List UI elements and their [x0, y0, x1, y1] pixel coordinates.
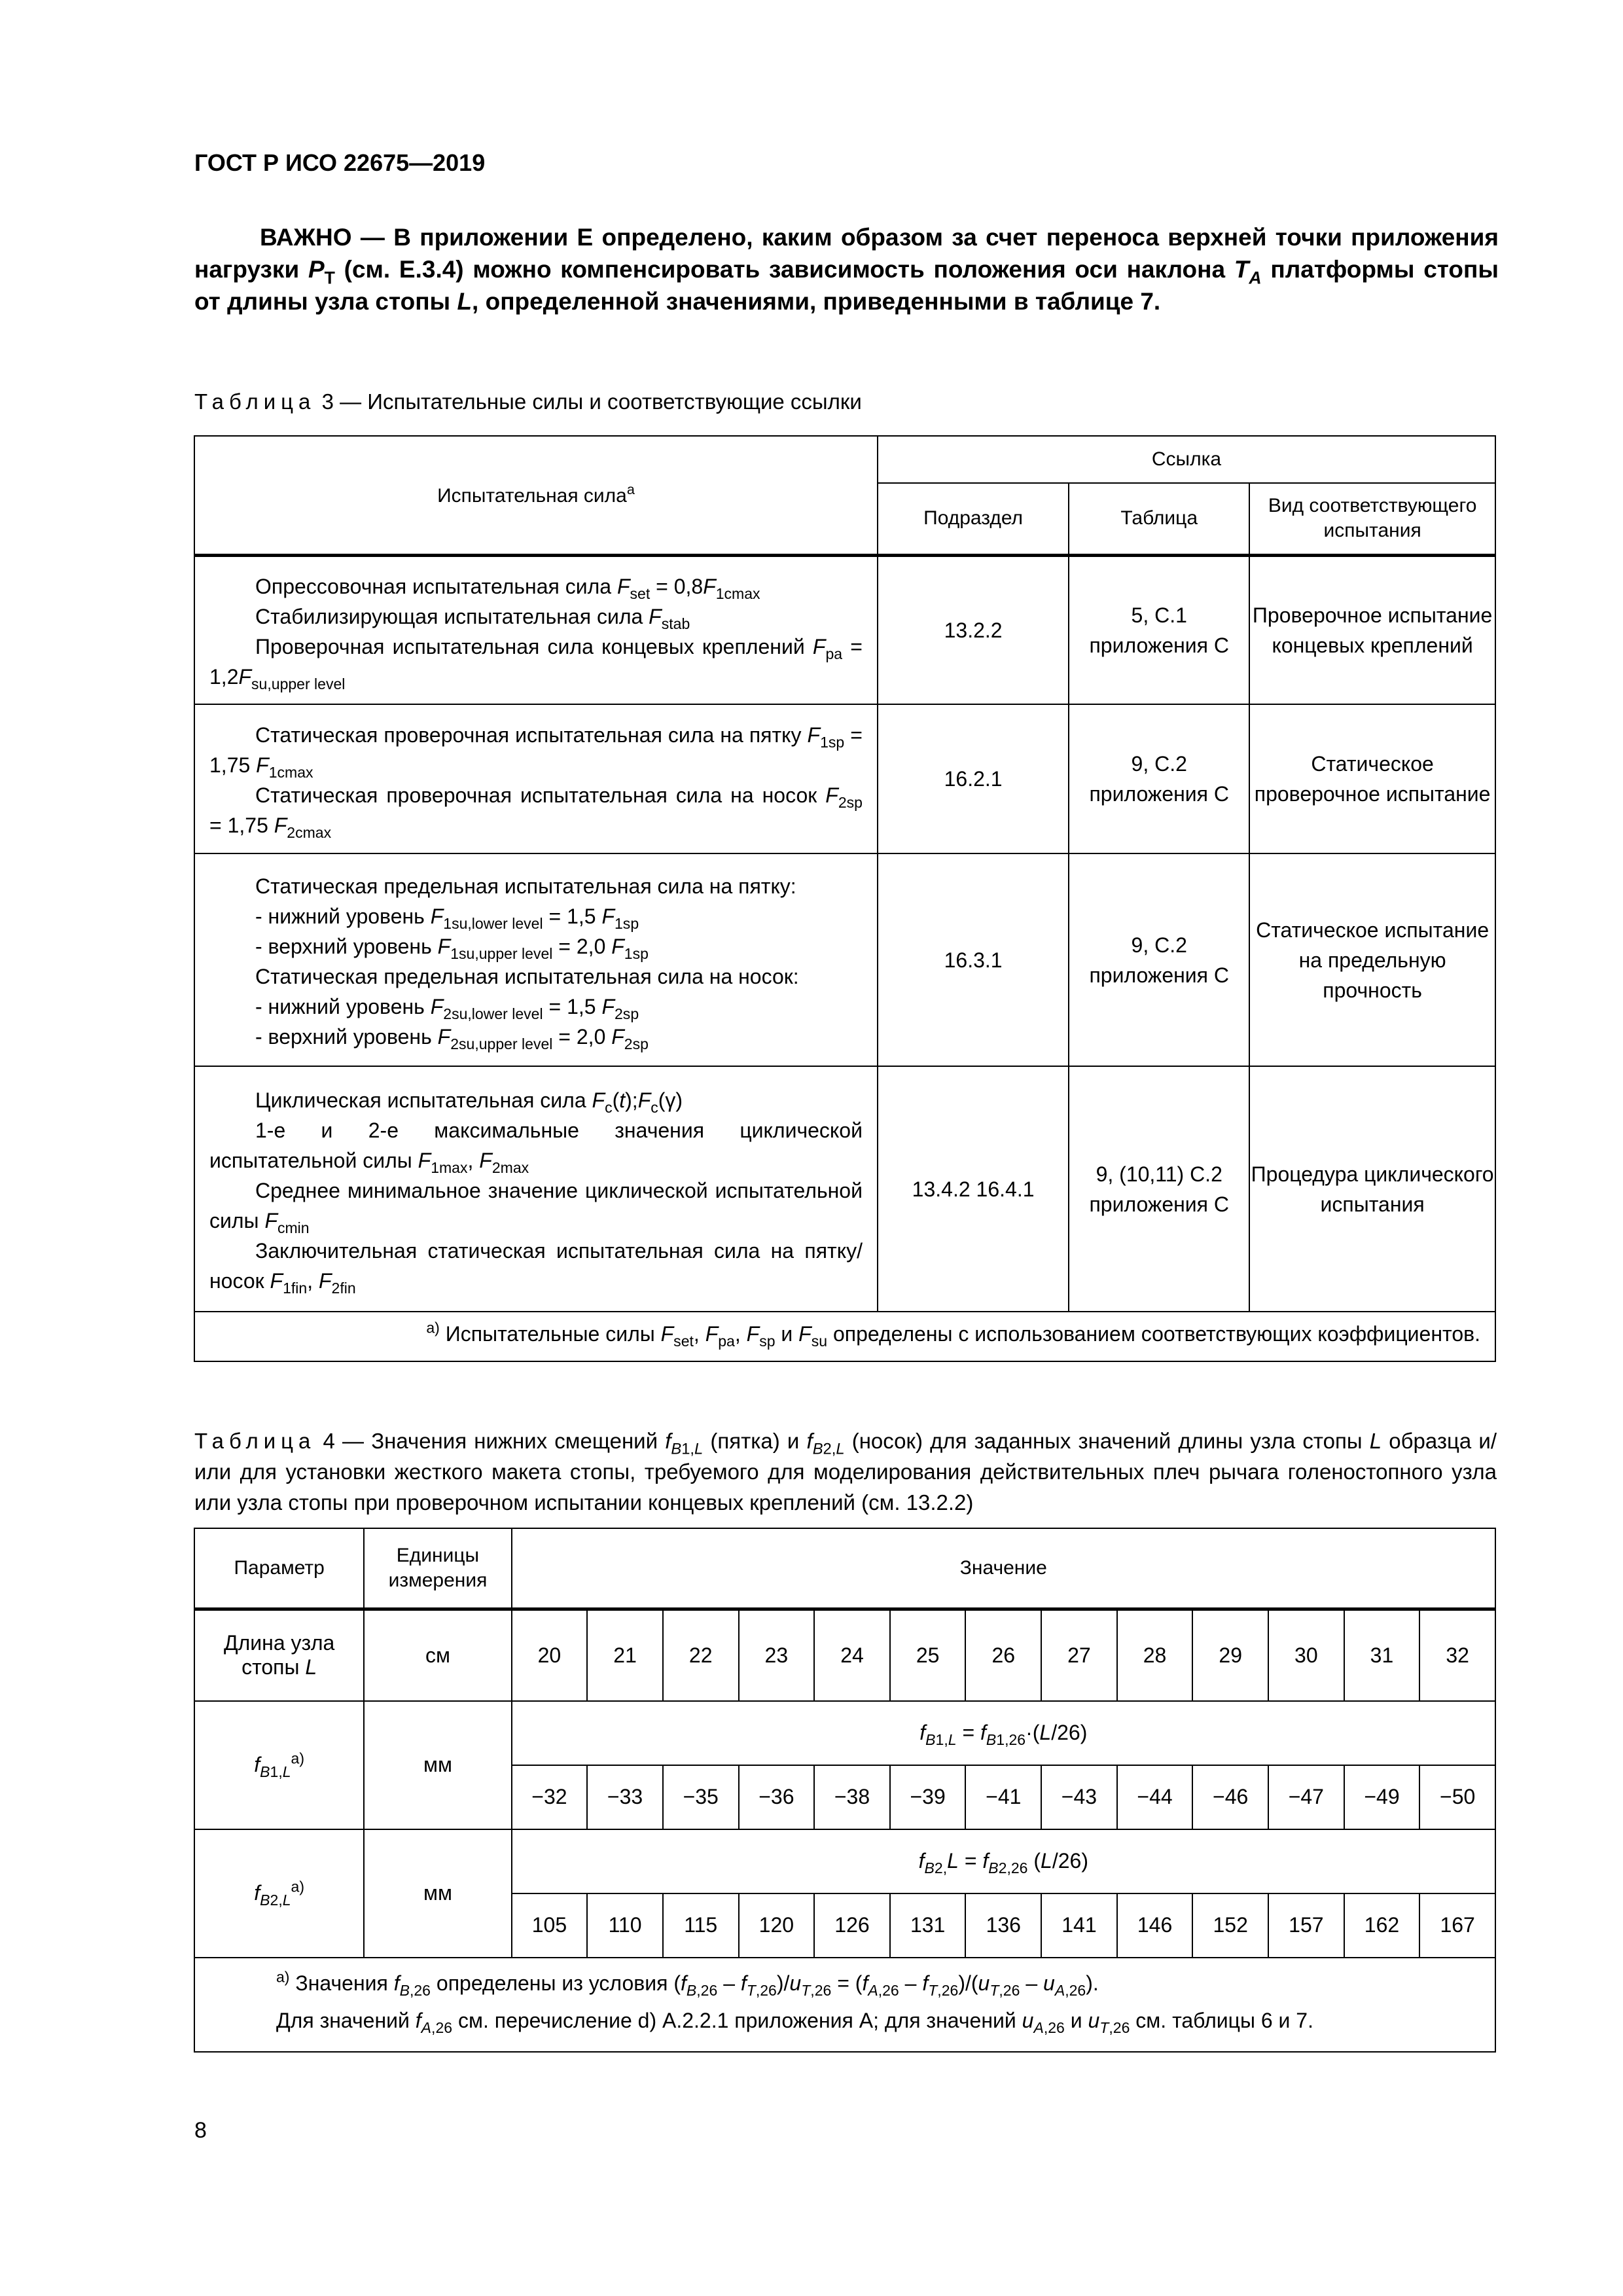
document-header: ГОСТ Р ИСО 22675—2019	[194, 149, 486, 176]
t3-row4-subsection: 13.4.2 16.4.1	[878, 1066, 1069, 1312]
t3-row2-table: 9, C.2 приложения C	[1069, 704, 1249, 853]
fb1-value-cell: −36	[739, 1765, 815, 1829]
fb2-value-cell: 146	[1117, 1893, 1193, 1958]
t4-length-label: Длина узла стопы L	[194, 1609, 364, 1701]
table4	[194, 1528, 1496, 2053]
t3-row1-subsection: 13.2.2	[878, 555, 1069, 704]
fb2-value-cell: 152	[1192, 1893, 1268, 1958]
table-row	[194, 704, 1495, 853]
fb2-value-cell: 120	[739, 1893, 815, 1958]
fb2-value-cell: 105	[512, 1893, 588, 1958]
t4-fb1-formula: $f_{B1,L} = f_{B1,26}\cdot(L/26)$	[512, 1701, 1495, 1765]
fb1-value-cell: −41	[965, 1765, 1041, 1829]
t4-fb2-unit: мм	[364, 1829, 511, 1958]
fb2-value-cell: 162	[1344, 1893, 1420, 1958]
table3	[194, 435, 1496, 1362]
t3-header-ref: Ссылка	[878, 436, 1495, 483]
fb2-value-cell: 126	[814, 1893, 890, 1958]
t4-header-value: Значение	[512, 1528, 1495, 1609]
t3-row4-table: 9, (10,11) C.2 приложения C	[1069, 1066, 1249, 1312]
fb1-value-cell: −39	[890, 1765, 966, 1829]
length-value-cell: 30	[1268, 1609, 1344, 1701]
length-value-cell: 21	[587, 1609, 663, 1701]
t4-length-unit: см	[364, 1609, 511, 1701]
t4-fb2-label: $f_{B2,L}^{а)}$	[194, 1829, 364, 1958]
length-value-cell: 23	[739, 1609, 815, 1701]
table-footnote-row	[194, 1312, 1495, 1361]
fb1-value-cell: −35	[663, 1765, 739, 1829]
length-value-cell: 27	[1041, 1609, 1117, 1701]
t3-row1-force: Опрессовочная испытательная сила $F_{set} = 0,8F_{1cmax}$ Стабилизирующая испытательная сила $F_{stab}$ Проверочная испытательная сила концевых креплений $F_{pa} = 1,2F_{su,upper level}$	[194, 555, 878, 704]
t4-header-param: Параметр	[194, 1528, 364, 1609]
length-value-cell: 26	[965, 1609, 1041, 1701]
t3-row2-force: Статическая проверочная испытательная сила на пятку $F_{1sp} = 1,75$ $F_{1cmax}$ Статическая проверочная испытательная сила на носок $F_{2sp} = 1,75$ $F_{2cmax}$	[194, 704, 878, 853]
table-row	[194, 1066, 1495, 1312]
t3-row4-force: Циклическая испытательная сила $F_c(t);F_c(\gamma)$ 1-е и 2-е максимальные значения циклической испытательной силы $F_{1max}$, $F_{2max}$ Среднее минимальное значение циклической испытательной силы $F_{cmin}$ Заключительная статическая испытательная сила на пятку/носок $F_{1fin}$, $F_{2fin}$	[194, 1066, 878, 1312]
fb2-value-cell: 141	[1041, 1893, 1117, 1958]
t3-row3-subsection: 16.3.1	[878, 853, 1069, 1066]
t4-footnote: $^{а)}$ Значения $f_{B,26}$ определены из условия $(f_{B,26} - f_{T,26})/u_{T,26} = (f_{A,26} - f_{T,26})/(u_{T,26} - u_{A,26})$. Для значений $f_{A,26}$ см. перечисление d) А.2.2.1 приложения А; для значений $u_{A,26}$ и $u_{T,26}$ см. таблицы 6 и 7.	[194, 1958, 1495, 2052]
t3-row3-table: 9, C.2 приложения C	[1069, 853, 1249, 1066]
length-value-cell: 22	[663, 1609, 739, 1701]
length-value-cell: 25	[890, 1609, 966, 1701]
t3-row3-test: Статическое испытание на предельную прочность	[1249, 853, 1495, 1066]
t3-row1-test: Проверочное испытание концевых креплений	[1249, 555, 1495, 704]
table-row	[194, 853, 1495, 1066]
t3-row1-table: 5, C.1 приложения C	[1069, 555, 1249, 704]
fb1-value-cell: −50	[1419, 1765, 1495, 1829]
page-number: 8	[194, 2118, 207, 2143]
table3-caption	[194, 386, 1497, 417]
fb2-value-cell: 167	[1419, 1893, 1495, 1958]
t3-header-subsection: Подраздел	[878, 483, 1069, 555]
t3-row3-force: Статическая предельная испытательная сила на пятку: - нижний уровень $F_{1su,lower level} = 1,5$ $F_{1sp}$ - верхний уровень $F_{1su,upper level} = 2,0$ $F_{1sp}$ Статическая предельная испытательная сила на носок: - нижний уровень $F_{2su,lower level} = 1,5$ $F_{2sp}$ - верхний уровень $F_{2su,upper level} = 2,0$ $F_{2sp}$	[194, 853, 878, 1066]
t4-header-units: Единицы измерения	[364, 1528, 511, 1609]
important-note: ВАЖНО — В приложении Е определено, каким образом за счет переноса верхней точки приложения нагрузки $P_T$ (см. Е.3.4) можно компенсировать зависимость положения оси наклона $T_A$ платформы стопы от длины узла стопы L, определенной значениями, приведенными в таблице 7.	[194, 224, 1499, 315]
table-row	[194, 1701, 1495, 1765]
fb1-value-cell: −46	[1192, 1765, 1268, 1829]
fb2-value-cell: 115	[663, 1893, 739, 1958]
fb1-value-cell: −49	[1344, 1765, 1420, 1829]
t4-fb1-label: $f_{B1,L}^{а)}$	[194, 1701, 364, 1829]
fb1-value-cell: −38	[814, 1765, 890, 1829]
t3-row2-subsection: 16.2.1	[878, 704, 1069, 853]
fb2-value-cell: 157	[1268, 1893, 1344, 1958]
table-row	[194, 1829, 1495, 1893]
fb1-value-cell: −43	[1041, 1765, 1117, 1829]
fb2-value-cell: 110	[587, 1893, 663, 1958]
fb2-value-cell: 131	[890, 1893, 966, 1958]
length-value-cell: 28	[1117, 1609, 1193, 1701]
t4-fb1-unit: мм	[364, 1701, 511, 1829]
table-row	[194, 1609, 1495, 1701]
table3-caption-text: 3 — Испытательные силы и соответствующие ссылки	[321, 389, 862, 414]
t4-fb2-formula: $f_{B2,}L = f_{B2,26}$ (L/26)	[512, 1829, 1495, 1893]
table-footnote-row	[194, 1958, 1495, 2052]
fb1-value-cell: −47	[1268, 1765, 1344, 1829]
table3-caption-label: Таблица	[194, 389, 316, 414]
fb2-value-cell: 136	[965, 1893, 1041, 1958]
fb1-value-cell: −32	[512, 1765, 588, 1829]
length-value-cell: 20	[512, 1609, 588, 1701]
table4-caption-label: Таблица	[194, 1429, 316, 1453]
t3-footnote: $^{а)}$ Испытательные силы $F_{set}$, $F_{pa}$, $F_{sp}$ и $F_{su}$ определены с использованием соответствующих коэффициентов.	[194, 1312, 1495, 1361]
t3-header-test-kind: Вид соответствующего испытания	[1249, 483, 1495, 555]
t3-header-table: Таблица	[1069, 483, 1249, 555]
t3-row2-test: Статическое проверочное испытание	[1249, 704, 1495, 853]
table4-caption: Таблица 4 — Значения нижних смещений $f_{B1,L}$ (пятка) и $f_{B2,L}$ (носок) для заданных значений длины узла стопы L образца и/или для установки жесткого макета стопы, требуемого для моделирования действительных плеч рычага голеностопного узла или узла стопы при проверочном испытании концевых креплений (см. 13.2.2)	[194, 1429, 1497, 1515]
length-value-cell: 29	[1192, 1609, 1268, 1701]
length-value-cell: 24	[814, 1609, 890, 1701]
length-value-cell: 32	[1419, 1609, 1495, 1701]
table-row	[194, 555, 1495, 704]
t3-header-force: Испытательная сила$^а$	[194, 436, 878, 555]
fb1-value-cell: −33	[587, 1765, 663, 1829]
length-value-cell: 31	[1344, 1609, 1420, 1701]
t3-row4-test: Процедура циклического испытания	[1249, 1066, 1495, 1312]
fb1-value-cell: −44	[1117, 1765, 1193, 1829]
